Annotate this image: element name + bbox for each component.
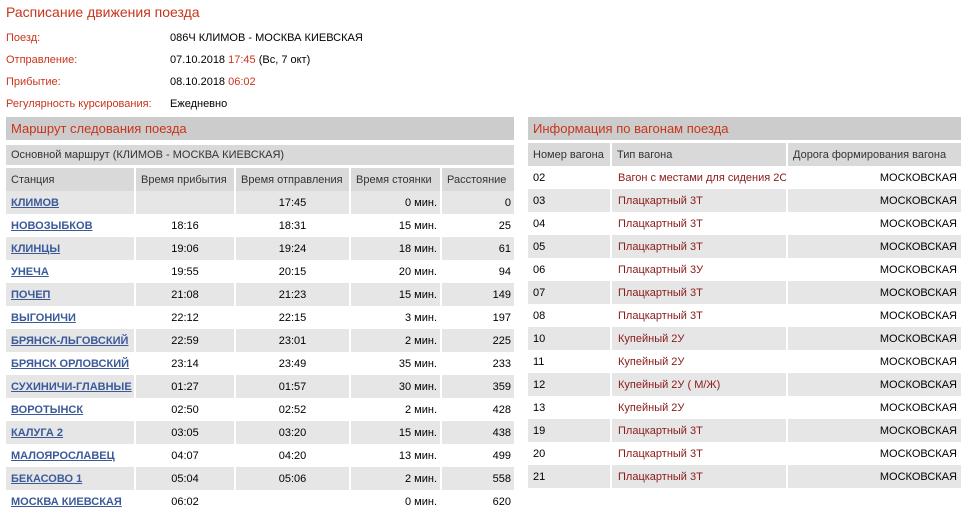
col-distance: Расстояние [441, 168, 514, 191]
col-stop: Время стоянки [350, 168, 441, 191]
wagon-row [528, 189, 961, 212]
wagon-type-cell: Плацкартный 3Т [611, 189, 787, 212]
wagon-number-cell: 07 [528, 281, 611, 304]
route-row [6, 237, 514, 260]
wagon-type-cell: Плацкартный 3Т [611, 281, 787, 304]
wagon-type-cell: Плацкартный 3Т [611, 419, 787, 442]
station-link[interactable]: УНЕЧА [11, 265, 49, 278]
route-row [6, 421, 514, 444]
station-link[interactable]: КЛИМОВ [11, 196, 60, 209]
station-cell [6, 375, 135, 398]
stop-cell: 15 мин. [350, 421, 441, 444]
wagon-road-cell: МОСКОВСКАЯ [787, 442, 961, 465]
stop-cell: 2 мин. [350, 398, 441, 421]
wagon-number-cell: 04 [533, 217, 546, 230]
arrival-cell: 02:50 [135, 398, 235, 421]
arrival-time: 06:02 [228, 76, 256, 88]
wagon-row [528, 465, 961, 488]
arrival-cell: 03:05 [135, 421, 235, 444]
wagon-road-cell: МОСКОВСКАЯ [787, 373, 961, 396]
station-cell [6, 444, 135, 467]
route-row [6, 444, 514, 467]
stop-cell: 0 мин. [350, 490, 441, 513]
arrival-cell: 23:14 [135, 352, 235, 375]
arrival-cell: 05:04 [135, 467, 235, 490]
arrival-cell: 19:55 [135, 260, 235, 283]
wagon-number-cell: 03 [528, 189, 611, 212]
departure-value [170, 54, 310, 66]
wagon-type-cell: Купейный 2У ( М/Ж) [611, 373, 787, 396]
wagons-header-row [528, 143, 961, 166]
stop-cell: 15 мин. [350, 214, 441, 237]
departure-cell: 01:57 [235, 375, 350, 398]
arrival-cell: 21:08 [135, 283, 235, 306]
route-row [6, 306, 514, 329]
station-cell [6, 260, 135, 283]
route-row [6, 490, 514, 513]
train-value: 086Ч КЛИМОВ - МОСКВА КИЕВСКАЯ [170, 32, 363, 44]
arrival-cell: 01:27 [135, 375, 235, 398]
col-wagon-number: Номер вагона [528, 143, 611, 166]
station-link[interactable]: БРЯНСК ОРЛОВСКИЙ [11, 357, 130, 370]
station-cell [6, 398, 135, 421]
wagon-row [528, 373, 961, 396]
col-wagon-road: Дорога формирования вагона [787, 143, 961, 166]
route-subtitle: Основной маршрут (КЛИМОВ - МОСКВА КИЕВСКАЯ) [6, 145, 514, 165]
station-cell [6, 352, 135, 375]
wagon-road-cell: МОСКОВСКАЯ [787, 212, 961, 235]
departure-cell: 20:15 [235, 260, 350, 283]
departure-time: 17:45 [228, 54, 256, 66]
arrival-cell: 04:07 [135, 444, 235, 467]
distance-cell: 94 [441, 260, 514, 283]
departure-cell: 22:15 [235, 306, 350, 329]
station-link[interactable]: НОВОЗЫБКОВ [11, 219, 93, 232]
wagon-road-cell: МОСКОВСКАЯ [787, 189, 961, 212]
route-row [6, 352, 514, 375]
distance-cell: 25 [441, 214, 514, 237]
wagon-type-cell: Купейный 2У [611, 350, 787, 373]
wagon-type-cell: Купейный 2У [611, 396, 787, 419]
departure-cell: 18:31 [235, 214, 350, 237]
wagon-row [528, 258, 961, 281]
arrival-cell: 06:02 [135, 490, 235, 513]
arrival-cell: 19:06 [135, 237, 235, 260]
departure-cell: 23:01 [235, 329, 350, 352]
wagon-number-cell: 21 [528, 465, 611, 488]
departure-cell: 02:52 [235, 398, 350, 421]
wagon-road-cell: МОСКОВСКАЯ [787, 258, 961, 281]
col-wagon-type: Тип вагона [611, 143, 787, 166]
station-cell [6, 214, 135, 237]
arrival-cell: 22:12 [135, 306, 235, 329]
regularity-value: Ежедневно [170, 98, 228, 110]
station-link[interactable]: ВЫГОНИЧИ [11, 311, 76, 324]
col-station: Станция [6, 168, 135, 191]
wagon-number-cell: 02 [533, 171, 546, 184]
departure-label: Отправление: [6, 54, 78, 66]
station-cell [6, 329, 135, 352]
stop-cell: 15 мин. [350, 283, 441, 306]
stop-cell: 3 мин. [350, 306, 441, 329]
col-departure: Время отправления [235, 168, 350, 191]
route-row [6, 283, 514, 306]
departure-cell: 03:20 [235, 421, 350, 444]
arrival-cell: 22:59 [135, 329, 235, 352]
station-link[interactable]: ПОЧЕП [11, 288, 51, 301]
distance-cell: 428 [441, 398, 514, 421]
wagon-road-cell: МОСКОВСКАЯ [787, 350, 961, 373]
wagon-road-cell: МОСКОВСКАЯ [787, 281, 961, 304]
station-link[interactable]: МАЛОЯРОСЛАВЕЦ [11, 449, 115, 462]
wagon-number-cell: 13 [533, 401, 546, 414]
route-row [6, 329, 514, 352]
wagon-row [528, 396, 961, 419]
distance-cell: 197 [441, 306, 514, 329]
distance-cell: 0 [441, 191, 514, 214]
distance-cell: 149 [441, 283, 514, 306]
departure-cell: 05:06 [235, 467, 350, 490]
wagon-row [528, 442, 961, 465]
departure-cell: 04:20 [235, 444, 350, 467]
wagon-type-cell: Плацкартный 3Т [611, 465, 787, 488]
stop-cell: 20 мин. [350, 260, 441, 283]
wagon-row [528, 419, 961, 442]
departure-cell: 19:24 [235, 237, 350, 260]
col-arrival: Время прибытия [135, 168, 235, 191]
wagon-number-cell: 11 [533, 355, 545, 368]
wagon-road-cell: МОСКОВСКАЯ [787, 396, 961, 419]
wagon-row [528, 281, 961, 304]
arrival-label: Прибытие: [6, 76, 61, 88]
regularity-label: Регулярность курсирования: [6, 98, 152, 110]
station-cell [6, 490, 135, 513]
station-link[interactable]: БРЯНСК-ЛЬГОВСКИЙ [11, 334, 129, 347]
station-link[interactable]: СУХИНИЧИ-ГЛАВНЫЕ [11, 380, 132, 393]
departure-cell: 17:45 [235, 191, 350, 214]
wagon-road-cell: МОСКОВСКАЯ [787, 166, 961, 189]
distance-cell: 61 [441, 237, 514, 260]
distance-cell: 233 [441, 352, 514, 375]
station-link[interactable]: ВОРОТЫНСК [11, 403, 84, 416]
wagon-number-cell: 05 [528, 235, 611, 258]
station-link[interactable]: КАЛУГА 2 [11, 426, 64, 439]
arrival-cell [135, 191, 235, 214]
route-panel-title: Маршрут следования поезда [6, 117, 514, 140]
station-cell [6, 283, 135, 306]
departure-date: 07.10.2018 [170, 54, 226, 66]
stop-cell: 13 мин. [350, 444, 441, 467]
arrival-date: 08.10.2018 [170, 76, 226, 88]
wagon-type-cell: Плацкартный 3У [611, 258, 787, 281]
distance-cell: 438 [441, 421, 514, 444]
departure-cell [235, 490, 350, 513]
wagon-row [528, 304, 961, 327]
wagon-row [528, 166, 961, 189]
stop-cell: 30 мин. [350, 375, 441, 398]
station-cell [6, 306, 135, 329]
wagon-type-cell: Плацкартный 3Т [611, 442, 787, 465]
wagon-type-cell: Вагон с местами для сидения 2С [611, 166, 787, 189]
wagon-row [528, 350, 961, 373]
stop-cell: 0 мин. [350, 191, 441, 214]
wagon-number-cell: 06 [533, 263, 546, 276]
wagon-number-cell: 10 [528, 327, 611, 350]
station-cell [6, 421, 135, 444]
wagon-row [528, 212, 961, 235]
wagon-row [528, 235, 961, 258]
wagon-number-cell: 08 [533, 309, 546, 322]
wagon-row [528, 327, 961, 350]
route-row [6, 191, 514, 214]
wagon-number-cell: 12 [528, 373, 611, 396]
route-row [6, 375, 514, 398]
route-row [6, 214, 514, 237]
arrival-value [170, 76, 256, 88]
station-link[interactable]: БЕКАСОВО 1 [11, 472, 83, 485]
distance-cell: 620 [441, 490, 514, 513]
wagon-type-cell: Плацкартный 3Т [611, 235, 787, 258]
departure-note: (Вс, 7 окт) [258, 54, 311, 66]
departure-cell: 21:23 [235, 283, 350, 306]
distance-cell: 225 [441, 329, 514, 352]
stop-cell: 2 мин. [350, 329, 441, 352]
train-label: Поезд: [6, 32, 41, 44]
arrival-cell: 18:16 [135, 214, 235, 237]
wagon-road-cell: МОСКОВСКАЯ [787, 304, 961, 327]
route-table [6, 168, 514, 513]
stop-cell: 35 мин. [350, 352, 441, 375]
wagon-number-cell: 20 [533, 447, 546, 460]
route-row [6, 467, 514, 490]
distance-cell: 499 [441, 444, 514, 467]
station-cell [6, 237, 135, 260]
wagon-road-cell: МОСКОВСКАЯ [787, 465, 961, 488]
wagon-road-cell: МОСКОВСКАЯ [787, 419, 961, 442]
wagon-type-cell: Плацкартный 3Т [611, 304, 787, 327]
wagon-number-cell: 19 [528, 419, 611, 442]
stop-cell: 2 мин. [350, 467, 441, 490]
departure-cell: 23:49 [235, 352, 350, 375]
stop-cell: 18 мин. [350, 237, 441, 260]
distance-cell: 558 [441, 467, 514, 490]
wagons-panel-title: Информация по вагонам поезда [528, 117, 961, 140]
route-row [6, 398, 514, 421]
route-header-row [6, 168, 514, 191]
station-link[interactable]: МОСКВА КИЕВСКАЯ [11, 495, 122, 508]
wagon-type-cell: Купейный 2У [611, 327, 787, 350]
wagons-table [528, 143, 961, 488]
page-title: Расписание движения поезда [6, 4, 200, 20]
station-cell [6, 191, 135, 214]
station-cell [6, 467, 135, 490]
wagon-type-cell: Плацкартный 3Т [611, 212, 787, 235]
wagon-road-cell: МОСКОВСКАЯ [787, 235, 961, 258]
station-link[interactable]: КЛИНЦЫ [11, 242, 61, 255]
distance-cell: 359 [441, 375, 514, 398]
wagon-road-cell: МОСКОВСКАЯ [787, 327, 961, 350]
route-row [6, 260, 514, 283]
